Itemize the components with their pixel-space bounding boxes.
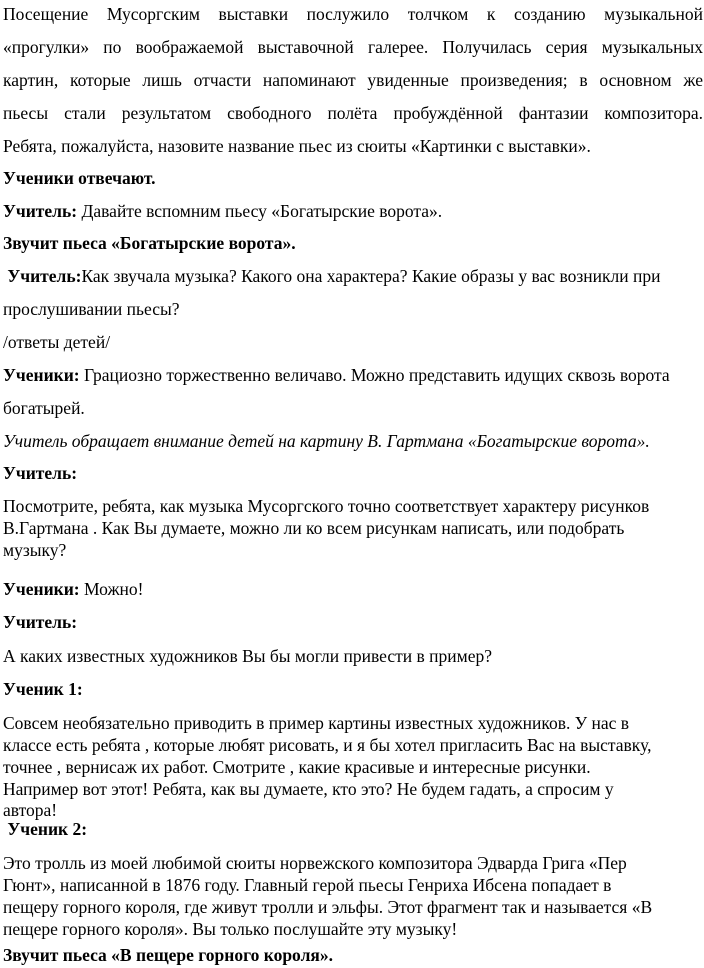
- teacher-text-line-1: Посмотрите, ребята, как музыка Мусоргского точно соответствует характеру рисунков: [3, 496, 650, 516]
- speaker-student-2: Ученик 2:: [7, 819, 88, 839]
- speaker-student-1: Ученик 1:: [3, 679, 83, 699]
- speaker-label: Учитель:: [7, 266, 82, 286]
- teacher-stage-direction: Учитель обращает внимание детей на картину В. Гартмана «Богатырские ворота».: [3, 431, 650, 451]
- speaker-teacher: Учитель:: [3, 463, 78, 483]
- teacher-question-line-1: Учитель:Как звучала музыка? Какого она характера? Какие образы у вас возникли при: [7, 266, 661, 286]
- student1-line-4: Например вот этот! Ребята, как вы думаете, кто это? Не будем гадать, а спросим у: [3, 779, 614, 799]
- students-reply-can: Ученики: Можно!: [3, 579, 144, 599]
- students-answer-note: Ученики отвечают.: [3, 168, 156, 188]
- intro-line-1: Посещение Мусоргским выставки послужило толчком к созданию музыкальной: [3, 4, 703, 24]
- student2-line-4: пещере горного короля». Вы только послушайте эту музыку!: [3, 919, 458, 939]
- speaker-label: Ученики:: [3, 579, 80, 599]
- teacher-text-line-2: В.Гартмана . Как Вы думаете, можно ли ко всем рисункам написать, или подобрать: [3, 518, 625, 538]
- teacher-question-artists: А каких известных художников Вы бы могли привести в пример?: [3, 646, 492, 666]
- speaker-label: Учитель:: [3, 201, 78, 221]
- stage-direction-gates: Звучит пьеса «Богатырские ворота».: [3, 233, 296, 253]
- children-answers-note: /ответы детей/: [3, 332, 111, 352]
- teacher-line-gates: Учитель: Давайте вспомним пьесу «Богатырские ворота».: [3, 201, 443, 221]
- students-reply-line-1: Ученики: Грациозно торжественно величаво. Можно представить идущих сквозь ворота: [3, 365, 670, 385]
- stage-direction-mountain-king: Звучит пьеса «В пещере горного короля».: [3, 945, 333, 965]
- intro-line-2: «прогулки» по воображаемой выставочной галерее. Получилась серия музыкальных: [3, 37, 703, 57]
- teacher-question-line-2: прослушивании пьесы?: [3, 299, 180, 319]
- speaker-label: Ученики:: [3, 365, 80, 385]
- teacher-text-line-3: музыку?: [3, 540, 67, 560]
- student1-line-3: точнее , вернисаж их работ. Смотрите , какие красивые и интересные рисунки.: [3, 757, 591, 777]
- intro-line-3: картин, которые лишь отчасти напоминают увиденные произведения; в основном же: [3, 70, 703, 90]
- student2-line-1: Это тролль из моей любимой сюиты норвежского композитора Эдварда Грига «Пер: [3, 853, 627, 873]
- intro-line-5: Ребята, пожалуйста, назовите название пьес из сюиты «Картинки с выставки».: [3, 136, 591, 156]
- student1-line-1: Совсем необязательно приводить в пример картины известных художников. У нас в: [3, 713, 630, 733]
- intro-line-4: пьесы стали результатом свободного полёта пробуждённой фантазии композитора.: [3, 103, 703, 123]
- student2-line-2: Гюнт», написанной в 1876 году. Главный герой пьесы Генриха Ибсена попадает в: [3, 875, 612, 895]
- student1-line-5: автора!: [3, 800, 58, 820]
- students-reply-line-2: богатырей.: [3, 398, 85, 418]
- speaker-teacher-2: Учитель:: [3, 612, 78, 632]
- student1-line-2: классе есть ребята , которые любят рисовать, и я бы хотел пригласить Вас на выставку,: [3, 735, 652, 755]
- student2-line-3: пещеру горного короля, где живут тролли и эльфы. Этот фрагмент так и называется «В: [3, 897, 653, 917]
